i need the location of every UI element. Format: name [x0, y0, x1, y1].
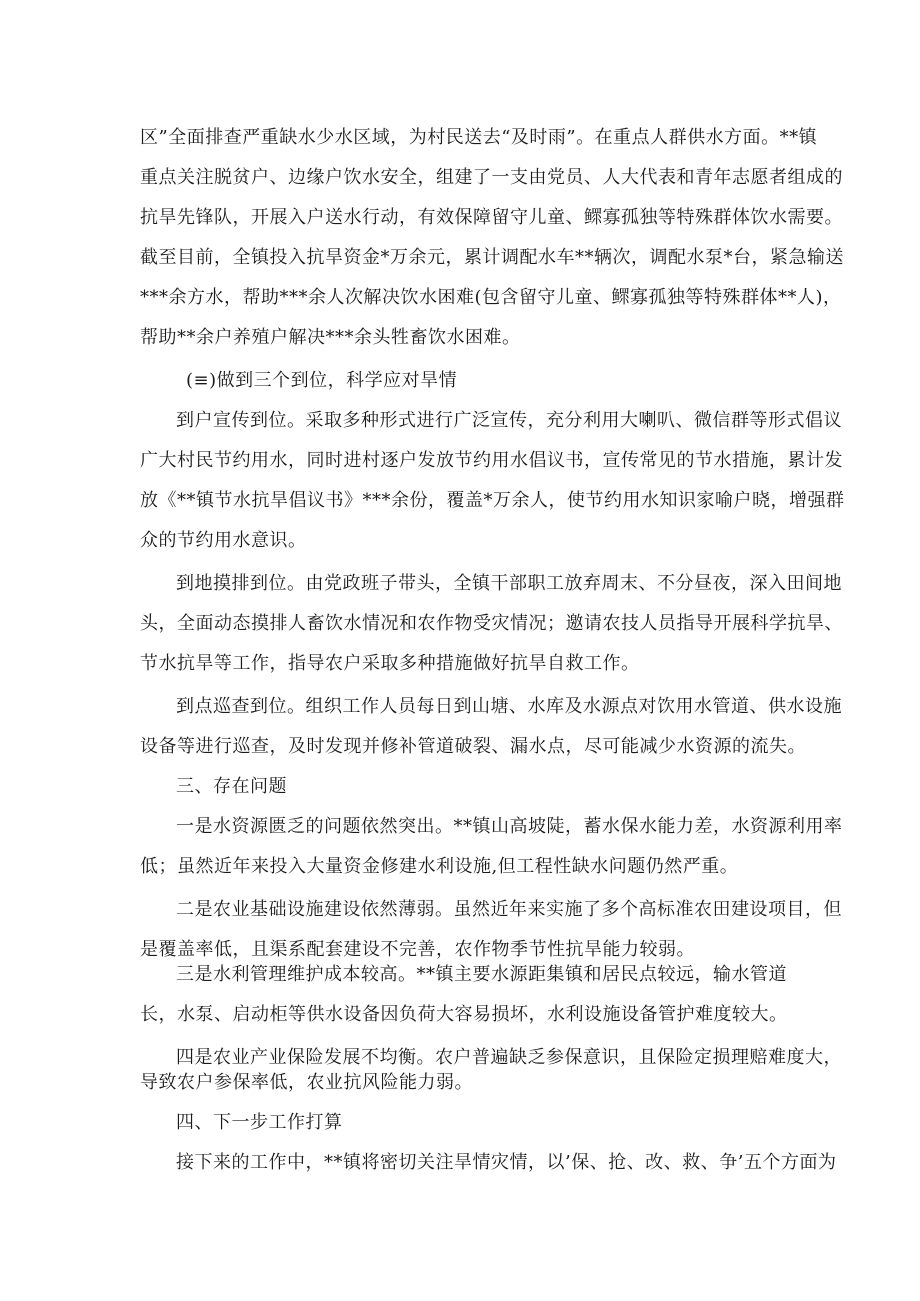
- paragraph-start: 到户宣传到位。采取多种形式进行广泛宣传，充分利用大喇叭、微信群等形式倡议: [176, 410, 842, 431]
- paragraph-start: 三是水利管理维护成本较高。**镇主要水源距集镇和居民点较远，输水管道: [176, 964, 787, 985]
- section-heading: 三、存在问题: [176, 776, 287, 797]
- text-line: 节水抗旱等工作，指导农户采取多种措施做好抗旱自救工作。: [140, 653, 640, 674]
- text-line: ***余方水，帮助***余人次解决饮水困难(包含留守儿童、鳏寡孤独等特殊群体**人)，: [140, 287, 842, 308]
- text-line: 低；虽然近年来投入大量资金修建水利设施,但工程性缺水问题仍然严重。: [140, 856, 739, 877]
- text-line: 头，全面动态摸排人畜饮水情况和农作物受灾情况；邀请农技人员指导开展科学抗旱、: [140, 613, 843, 634]
- paragraph-start: 接下来的工作中，**镇将密切关注旱情灾情，以’保、抢、改、救、争’五个方面为: [176, 1152, 837, 1173]
- text-line: 长，水泵、启动柜等供水设备因负荷大容易损坏，水利设施设备管护难度较大。: [140, 1004, 788, 1025]
- text-line: 众的节约用水意识。: [140, 530, 307, 551]
- paragraph-start: 四是农业产业保险发展不均衡。农户普遍缺乏参保意识，且保险定损理赔难度大，: [176, 1047, 842, 1068]
- paragraph-start: 一是水资源匮乏的问题依然突出。**镇山高坡陡，蓄水保水能力差，水资源利用率: [176, 816, 843, 837]
- text-line: 帮助**余户养殖户解决***余头牲畜饮水困难。: [140, 327, 521, 348]
- paragraph-start: 到点巡查到位。组织工作人员每日到山塘、水库及水源点对饮用水管道、供水设施: [176, 696, 842, 717]
- text-line: 重点关注脱贫户、边缘户饮水安全，组建了一支由党员、人大代表和青年志愿者组成的: [140, 167, 843, 188]
- section-heading: 四、下一步工作打算: [176, 1112, 343, 1133]
- paragraph-start: 二是农业基础设施建设依然薄弱。虽然近年来实施了多个高标准农田建设项目，但: [176, 899, 842, 920]
- text-line: 设备等进行巡查，及时发现并修补管道破裂、漏水点，尽可能减少水资源的流失。: [140, 736, 806, 757]
- text-line: 区”全面排查严重缺水少水区域，为村民送去“及时雨”。在重点人群供水方面。**镇: [140, 127, 818, 148]
- paragraph-start: 到地摸排到位。由党政班子带头，全镇干部职工放弃周末、不分昼夜，深入田间地: [176, 573, 842, 594]
- text-line: 抗旱先锋队，开展入户送水行动，有效保障留守儿童、鳏寡孤独等特殊群体饮水需要。: [140, 207, 843, 228]
- section-heading: (≡)做到三个到位，科学应对旱情: [186, 370, 458, 391]
- text-line: 导致农户参保率低，农业抗风险能力弱。: [140, 1072, 473, 1093]
- text-line: 是覆盖率低，且渠系配套建设不完善，农作物季节性抗旱能力较弱。: [140, 939, 695, 960]
- text-line: 截至目前，全镇投入抗旱资金*万余元，累计调配水车**辆次，调配水泵*台，紧急输送: [140, 247, 844, 268]
- text-line: 放《**镇节水抗旱倡议书》***余份，覆盖*万余人，使节约用水知识家喻户晓，增强群: [140, 490, 845, 511]
- text-line: 广大村民节约用水，同时进村逐户发放节约用水倡议书，宣传常见的节水措施，累计发: [140, 450, 843, 471]
